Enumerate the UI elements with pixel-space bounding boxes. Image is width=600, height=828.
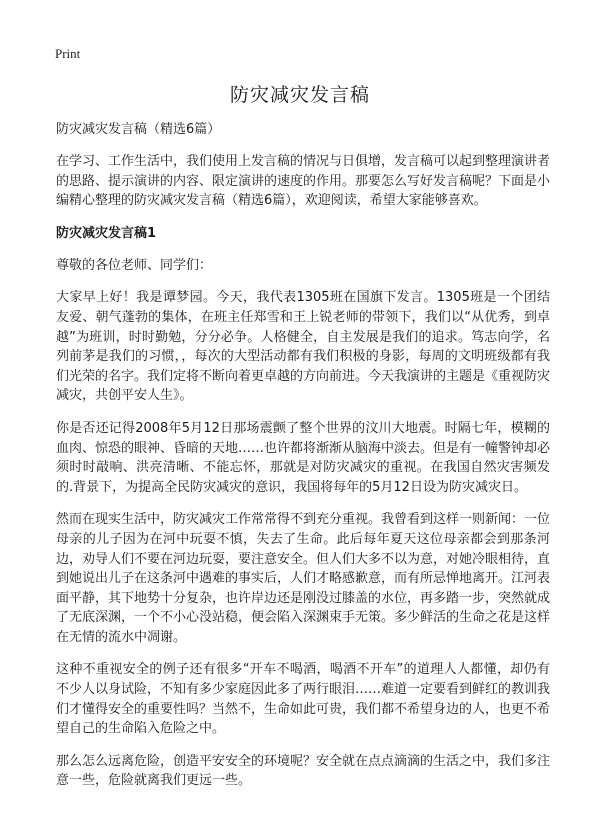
body-paragraph: 这种不重视安全的例子还有很多“开车不喝酒，喝酒不开车”的道理人人都懂，却仍有不少人以身试险，不知有多少家庭因此多了两行眼泪……难道一定要看到鲜红的教训我们才懂得安全的重要性吗？当然不，生命如此可贵，我们都不希望身边的人，也更不希望自己的生命陷入危险之中。 <box>56 662 551 737</box>
salutation: 尊敬的各位老师、同学们： <box>56 257 213 273</box>
body-paragraph: 然而在现实生活中，防灾减灾工作常常得不到充分重视。我曾看到这样一则新闻：一位母亲的儿子因为在河中玩耍不慎，失去了生命。此后每年夏天这位母亲都会到那条河边，劝导人们不要在河边玩耍，要注意安全。但人们大多不以为意，对她冷眼相待，直到她说出儿子在这条河中遇难的事实后，人们才略感歉意，而有所忌惮地离开。江河表面平静，其下地势十分复杂，也许岸边还是刚没过膝盖的水位，再多踏一步，突然就成了无底深渊，一个不小心没站稳，便会陷入深渊束手无策。多少鲜活的生命之花是这样在无情的流水中凋谢。 <box>56 512 551 645</box>
print-link[interactable]: Print <box>55 46 81 61</box>
section-heading: 防灾减灾发言稿1 <box>56 225 157 241</box>
document-body <box>56 120 550 804</box>
page-title: 防灾减灾发言稿 <box>229 84 370 106</box>
body-paragraph: 那么怎么远离危险，创造平安安全的环境呢？安全就在点点滴滴的生活之中，我们多注意一些，危险就离我们更远一些。 <box>56 753 551 789</box>
intro-paragraph: 在学习、工作生活中，我们使用上发言稿的情况与日俱增，发言稿可以起到整理演讲者的思路、提示演讲的内容、限定演讲的速度的作用。那要怎么写好发言稿呢？下面是小编精心整理的防灾减灾发言稿（精选6篇），欢迎阅读，希望大家能够喜欢。 <box>56 154 551 209</box>
document-subtitle: 防灾减灾发言稿（精选6篇） <box>56 122 221 137</box>
body-paragraph: 你是否还记得2008年5月12日那场震颤了整个世界的汶川大地震。时隔七年，模糊的血肉、惊恐的眼神、昏暗的天地……也许都将渐渐从脑海中淡去。但是有一幢警钟却必须时时敲响、洪亮清晰、不能忘怀，那就是对防灾减灾的重视。在我国自然灾害频发的.背景下，为提高全民防灾减灾的意识，我国将每年的5月12日设为防灾减灾日。 <box>56 420 551 495</box>
body-paragraph: 大家早上好！我是谭梦园。今天，我代表1305班在国旗下发言。1305班是一个团结友爱、朝气蓬勃的集体，在班主任郑雪和王上锐老师的带领下，我们以“从优秀，到卓越”为班训，时时勤勉，分分必争。人格健全，自主发展是我们的追求。笃志向学，名列前茅是我们的习惯，，每次的大型活动都有我们积极的身影，每周的文明班级都有我们光荣的名字。我们定将不断向着更卓越的方向前进。今天我演讲的主题是《重视防灾减灾，共创平安人生》。 <box>56 290 551 404</box>
